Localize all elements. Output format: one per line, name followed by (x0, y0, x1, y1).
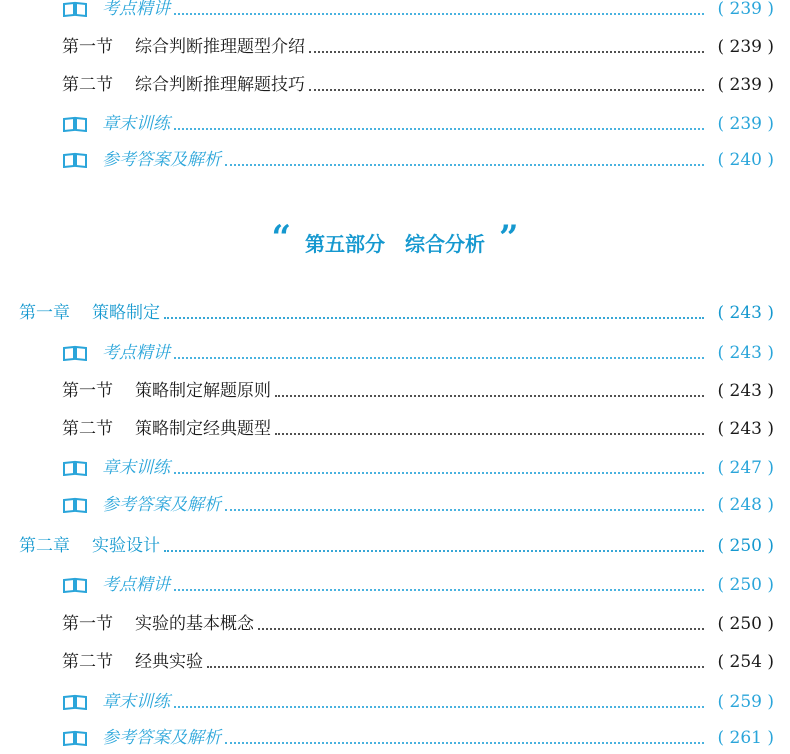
section-number: 第二节 (62, 419, 113, 439)
entry-label: 考点精讲 (102, 343, 170, 363)
entry-label: 考点精讲 (102, 575, 170, 595)
page-number: ( 243 ) (717, 419, 774, 439)
section-number: 第一节 (62, 37, 113, 57)
toc-entry-section[interactable] (0, 32, 790, 62)
toc-entry-chapter[interactable] (0, 531, 790, 561)
page-number: ( 250 ) (717, 575, 774, 595)
book-icon (62, 730, 88, 746)
toc-entry-chapter-exercises[interactable] (0, 453, 790, 483)
open-quote-mark: “ (271, 218, 291, 258)
entry-label: 章末训练 (102, 692, 170, 712)
toc-entry-key-points[interactable] (0, 570, 790, 600)
page-number: ( 243 ) (717, 303, 774, 323)
entry-label: 策略制定 (92, 303, 160, 323)
entry-label: 实验的基本概念 (135, 614, 254, 634)
dot-leader (258, 627, 704, 630)
toc-entry-chapter[interactable] (0, 298, 790, 328)
toc-entry-section[interactable] (0, 376, 790, 406)
close-quote-mark: ” (499, 218, 519, 258)
dot-leader (174, 588, 704, 591)
toc-entry-chapter-exercises[interactable] (0, 109, 790, 139)
dot-leader (174, 127, 704, 130)
dot-leader (174, 356, 704, 359)
entry-label: 参考答案及解析 (102, 150, 221, 170)
page-number: ( 247 ) (717, 458, 774, 478)
page-number: ( 248 ) (717, 495, 774, 515)
section-number: 第二节 (62, 652, 113, 672)
book-icon (62, 1, 88, 17)
page-number: ( 250 ) (717, 536, 774, 556)
toc-entry-key-points[interactable] (0, 0, 790, 24)
part-heading (0, 218, 790, 266)
book-icon (62, 694, 88, 710)
page-number: ( 250 ) (717, 614, 774, 634)
page-number: ( 240 ) (717, 150, 774, 170)
section-number: 第一节 (62, 381, 113, 401)
dot-leader (225, 508, 704, 511)
page-number: ( 239 ) (717, 37, 774, 57)
toc-entry-section[interactable] (0, 647, 790, 677)
dot-leader (225, 741, 704, 744)
entry-label: 策略制定解题原则 (135, 381, 271, 401)
page-number: ( 254 ) (717, 652, 774, 672)
chapter-number: 第二章 (19, 536, 70, 556)
entry-label: 综合判断推理解题技巧 (135, 75, 305, 95)
entry-label: 考点精讲 (102, 0, 170, 19)
page-number: ( 259 ) (717, 692, 774, 712)
page-number: ( 239 ) (717, 0, 774, 19)
dot-leader (174, 12, 704, 15)
toc-entry-section[interactable] (0, 609, 790, 639)
entry-label: 章末训练 (102, 114, 170, 134)
dot-leader (164, 549, 704, 552)
part-subtitle: 综合分析 (405, 231, 485, 256)
toc-entry-chapter-exercises[interactable] (0, 687, 790, 717)
book-icon (62, 345, 88, 361)
section-number: 第二节 (62, 75, 113, 95)
dot-leader (174, 705, 704, 708)
entry-label: 参考答案及解析 (102, 728, 221, 748)
page-number: ( 239 ) (717, 114, 774, 134)
section-number: 第一节 (62, 614, 113, 634)
part-title: 第五部分 (305, 231, 385, 256)
entry-label: 经典实验 (135, 652, 203, 672)
page-number: ( 243 ) (717, 381, 774, 401)
book-icon (62, 577, 88, 593)
part-gap (385, 228, 405, 257)
dot-leader (207, 665, 704, 668)
dot-leader (309, 50, 704, 53)
dot-leader (164, 316, 704, 319)
book-icon (62, 460, 88, 476)
toc-entry-key-points[interactable] (0, 338, 790, 368)
entry-label: 策略制定经典题型 (135, 419, 271, 439)
page-number: ( 243 ) (717, 343, 774, 363)
book-icon (62, 497, 88, 513)
page-number: ( 239 ) (717, 75, 774, 95)
book-icon (62, 116, 88, 132)
toc-entry-answers[interactable] (0, 490, 790, 520)
toc-entry-answers[interactable] (0, 145, 790, 175)
entry-label: 章末训练 (102, 458, 170, 478)
dot-leader (174, 471, 704, 474)
dot-leader (225, 163, 704, 166)
entry-label: 参考答案及解析 (102, 495, 221, 515)
dot-leader (275, 432, 704, 435)
page-number: ( 261 ) (717, 728, 774, 748)
dot-leader (275, 394, 704, 397)
dot-leader (309, 88, 704, 91)
entry-label: 综合判断推理题型介绍 (135, 37, 305, 57)
toc-entry-answers[interactable] (0, 723, 790, 753)
entry-label: 实验设计 (92, 536, 160, 556)
book-icon (62, 152, 88, 168)
toc-entry-section[interactable] (0, 414, 790, 444)
toc-entry-section[interactable] (0, 70, 790, 100)
chapter-number: 第一章 (19, 303, 70, 323)
